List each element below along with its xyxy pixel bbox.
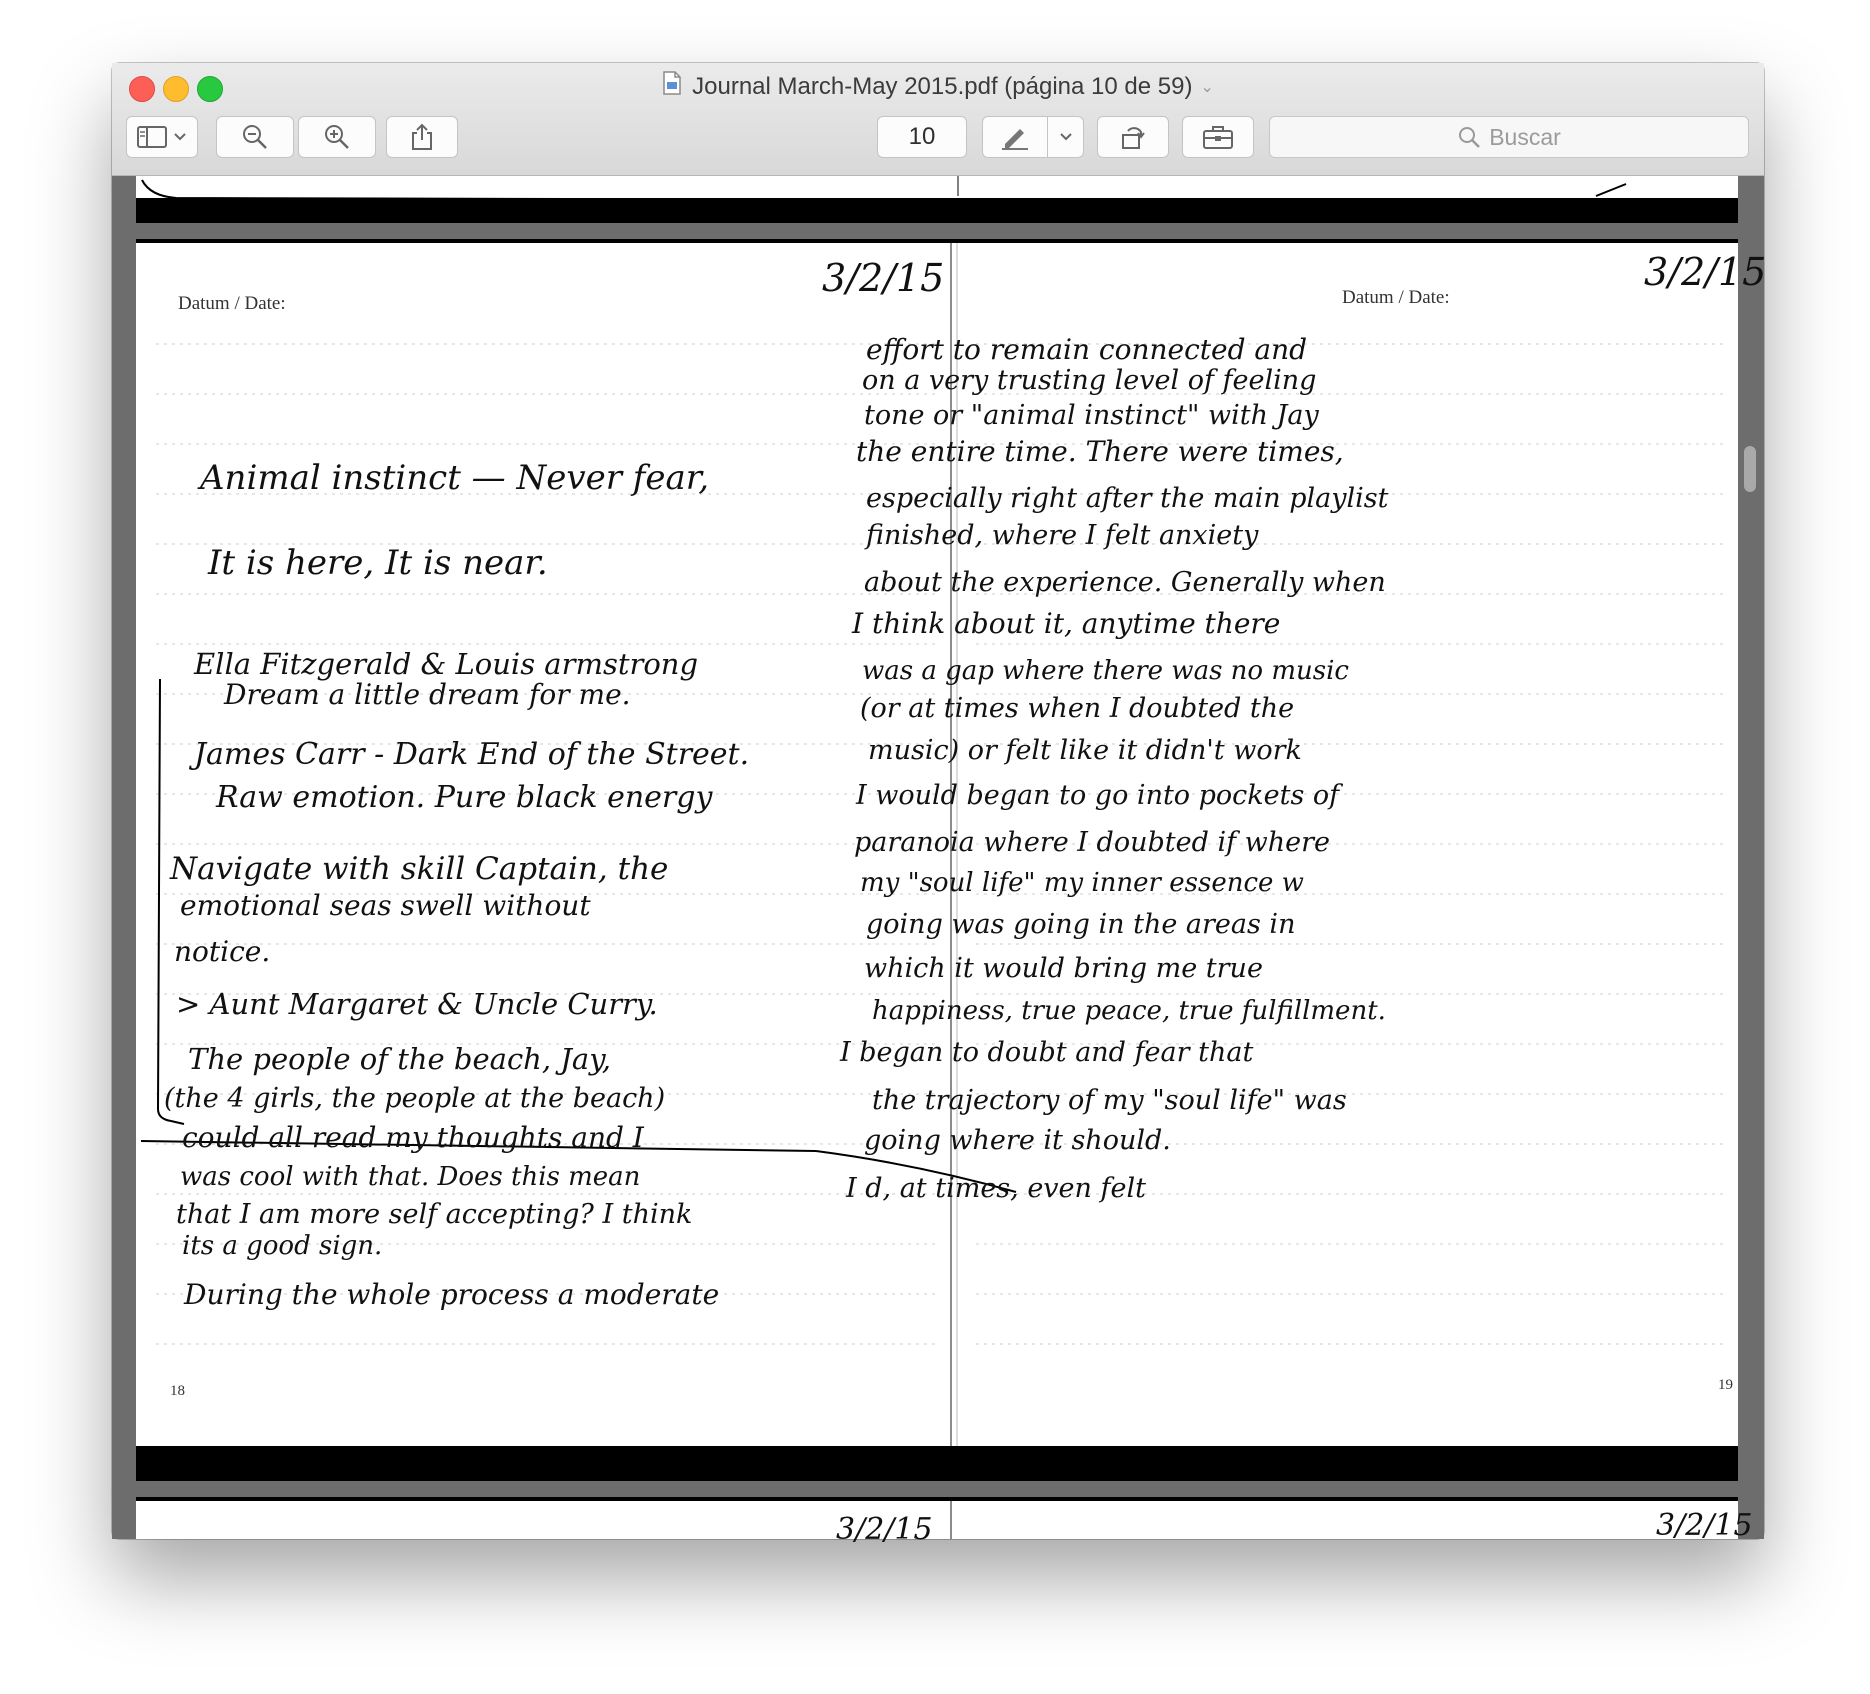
window-title-text: Journal March-May 2015.pdf (página 10 de 59) [692,73,1193,100]
zoom-out-button[interactable] [216,116,294,158]
toolbox-button[interactable] [1182,116,1254,158]
sidebar-toggle-button[interactable] [126,116,198,158]
right-handwriting-line: I d, at times, even felt [846,1173,1146,1204]
right-handwriting-line: going was going in the areas in [866,909,1296,940]
search-placeholder: Buscar [1489,123,1561,150]
search-field[interactable] [1269,116,1749,158]
rotate-icon [1119,123,1147,151]
right-handwriting-line: was a gap where there was no music [862,656,1349,686]
journal-spread-page-10 [136,239,1767,1481]
share-button[interactable] [386,116,458,158]
zoom-in-button[interactable] [298,116,376,158]
preview-window [112,63,1767,1547]
left-handwriting-line: notice. [174,935,271,968]
rotate-button[interactable] [1097,116,1169,158]
pdf-document-icon [662,70,682,106]
left-handwriting-line: (the 4 girls, the people at the beach) [164,1083,666,1114]
markup-button-group[interactable] [982,116,1084,158]
document-view[interactable] [112,176,1767,1547]
left-handwriting-line: could all read my thoughts and I [182,1121,644,1154]
left-date-label: Datum / Date: [178,293,286,314]
right-date-label: Datum / Date: [1342,287,1450,308]
zoom-out-icon [241,123,269,151]
left-page-handwriting [164,458,749,1311]
share-icon [410,123,434,151]
left-handwriting-line: Dream a little dream for me. [224,678,631,711]
left-handwriting-line: emotional seas swell without [180,889,591,922]
next-right-date: 3/2/15 [1656,1508,1753,1543]
left-handwriting-line: > Aunt Margaret & Uncle Curry. [176,987,658,1021]
right-handwriting-line: (or at times when I doubted the [860,693,1295,724]
right-handwriting-line: music) or felt like it didn't work [868,735,1302,766]
right-handwriting-line: the entire time. There were times, [856,435,1344,468]
markup-menu-button[interactable] [1048,117,1083,157]
search-icon [1457,125,1481,149]
zoom-in-icon [323,123,351,151]
left-handwriting-line: its a good sign. [182,1231,383,1261]
right-handwriting-line: I would began to go into pockets of [856,780,1340,811]
left-handwriting-line: James Carr - Dark End of the Street. [194,737,750,772]
next-spread-scan [136,1497,1753,1547]
toolbox-icon [1202,124,1234,150]
left-handwriting-line: During the whole process a moderate [184,1278,720,1311]
sidebar-icon [137,126,167,148]
right-handwriting-line: tone or "animal instinct" with Jay [864,400,1319,431]
right-handwriting-line: on a very trusting level of feeling [862,365,1317,396]
chevron-down-icon [173,132,187,142]
right-handwriting-line: going where it should. [864,1125,1171,1156]
right-page-handwriting [839,333,1389,1204]
right-handwriting-line: finished, where I felt anxiety [866,520,1259,551]
title-chevron-icon[interactable]: ⌄ [1200,78,1214,96]
right-handwriting-line: especially right after the main playlist [866,483,1389,514]
markup-chevron-down-icon [1059,132,1073,142]
left-handwritten-date: 3/2/15 [822,256,945,300]
right-handwriting-line: I began to doubt and fear that [840,1037,1254,1068]
left-handwriting-line: Ella Fitzgerald & Louis armstrong [194,647,699,681]
vertical-scrollbar-thumb[interactable] [1744,446,1756,492]
right-handwriting-line: paranoia where I doubted if where [854,827,1331,858]
right-page-number: 19 [1718,1377,1733,1393]
right-handwriting-line: my "soul life" my inner essence w [860,868,1304,898]
right-handwriting-line: effort to remain connected and [866,333,1308,366]
window-title[interactable] [112,69,1764,106]
right-handwriting-line: about the experience. Generally when [864,567,1386,598]
title-bar [112,63,1764,176]
right-handwriting-line: which it would bring me true [864,953,1263,984]
page-number-field[interactable]: 10 [877,116,967,158]
right-handwritten-date: 3/2/15 [1644,250,1767,294]
markup-button[interactable] [983,117,1048,157]
left-handwriting-line: The people of the beach, Jay, [188,1042,611,1076]
left-page-number: 18 [170,1383,185,1399]
previous-page-scan [136,176,1738,223]
next-left-date: 3/2/15 [836,1512,933,1547]
left-handwriting-line: Navigate with skill Captain, the [170,851,669,887]
left-handwriting-line: was cool with that. Does this mean [180,1162,641,1192]
right-handwriting-line: the trajectory of my "soul life" was [872,1085,1347,1116]
right-handwriting-line: happiness, true peace, true fulfillment. [872,996,1386,1026]
markup-pen-icon [1000,124,1030,150]
left-handwriting-line: that I am more self accepting? I think [176,1199,693,1230]
right-handwriting-line: I think about it, anytime there [852,607,1281,640]
left-handwriting-line: It is here, It is near. [208,543,548,583]
left-handwriting-line: Raw emotion. Pure black energy [216,780,713,815]
left-handwriting-line: Animal instinct — Never fear, [200,458,710,498]
